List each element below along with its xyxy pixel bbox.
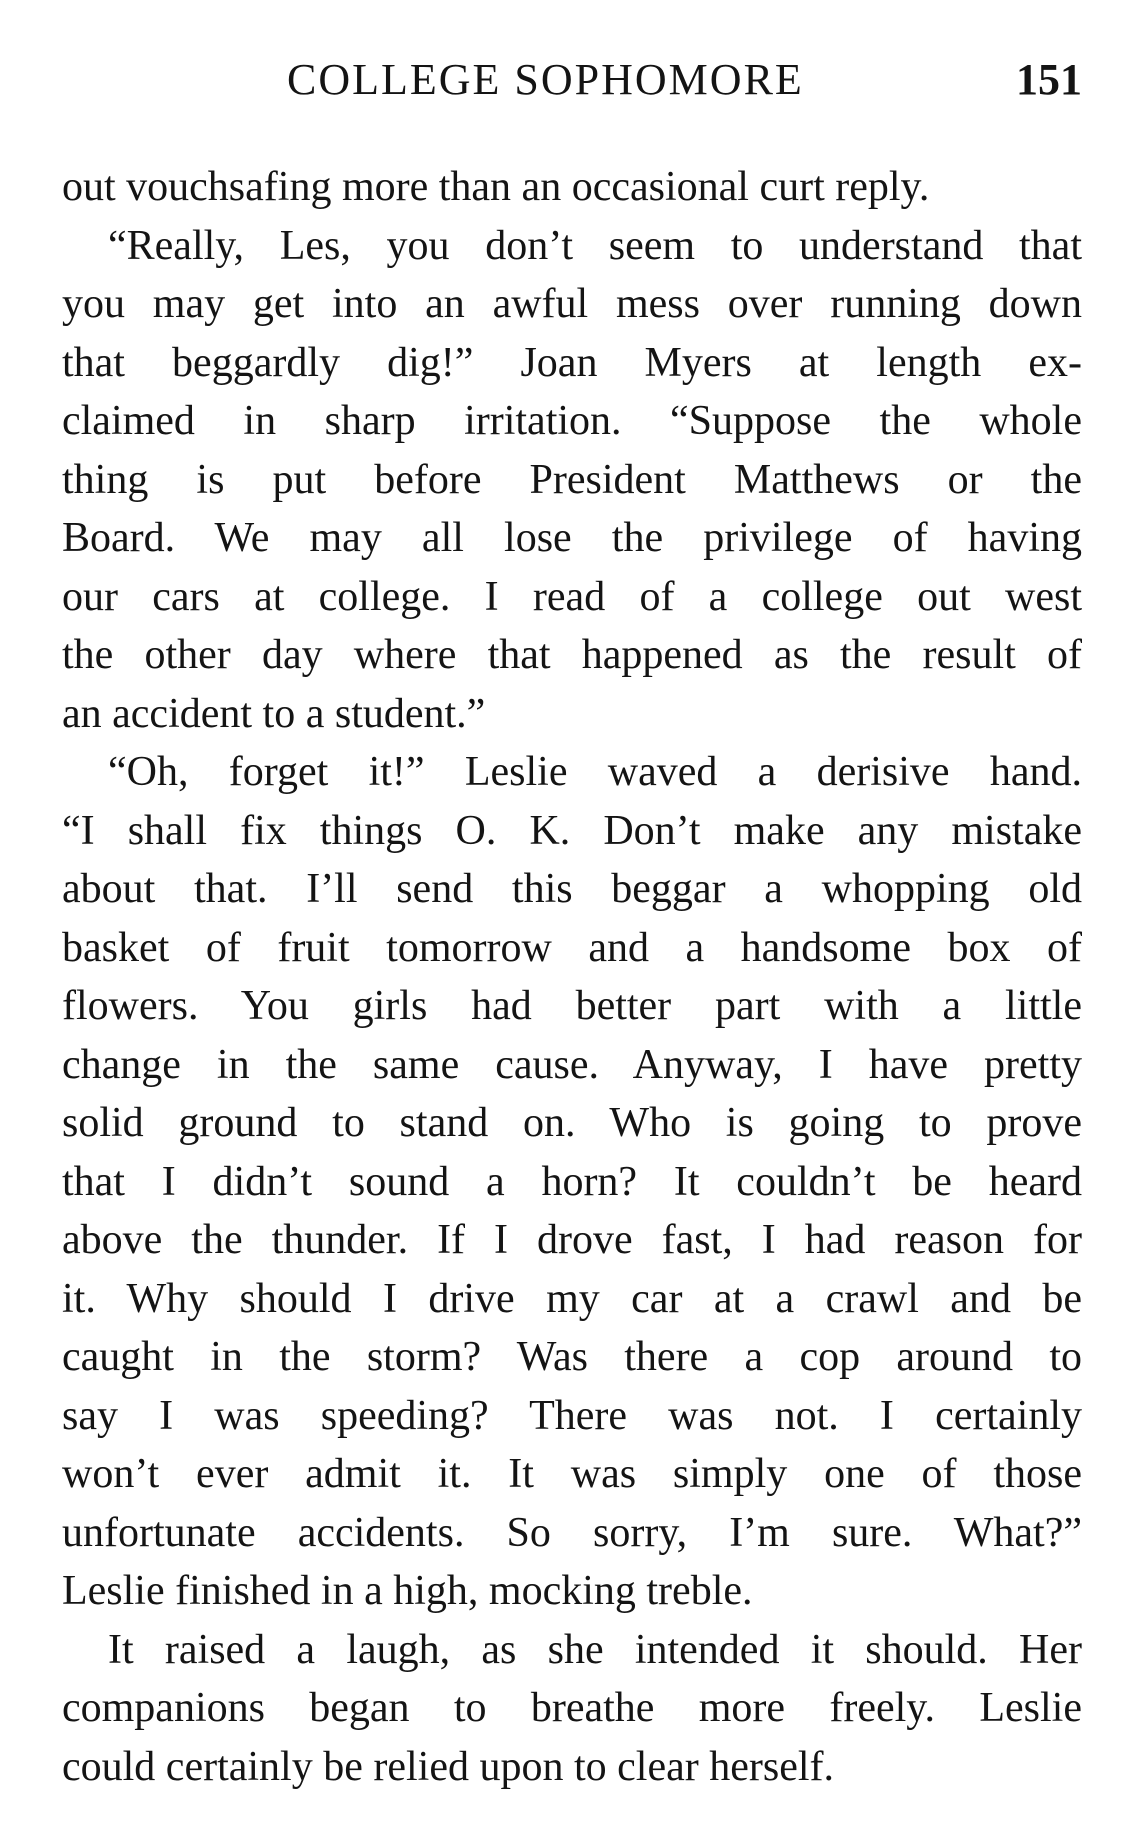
paragraph-joan-myers: [62, 217, 1082, 744]
text-line: thing is put before President Matthews or the: [62, 456, 1082, 503]
text-line: solid ground to stand on. Who is going to prove: [62, 1100, 1082, 1146]
book-page: [62, 48, 1082, 1796]
running-header: [62, 48, 1082, 112]
text-line: change in the same cause. Anyway, I have pretty: [62, 1041, 1082, 1088]
text-line: “Really, Les, you don’t seem to understand that: [108, 222, 1082, 269]
text-line: Board. We may all lose the privilege of having: [62, 515, 1082, 561]
text-line: caught in the storm? Was there a cop around to: [62, 1334, 1082, 1380]
text-line: “I shall fix things O. K. Don’t make any mistake: [62, 807, 1082, 854]
text-line: won’t ever admit it. It was simply one of those: [62, 1451, 1082, 1497]
text-line: that beggardly dig!” Joan Myers at length ex-: [62, 339, 1082, 386]
text-line: the other day where that happened as the result of: [62, 632, 1082, 678]
text-line: that I didn’t sound a horn? It couldn’t be heard: [62, 1158, 1082, 1205]
page-number: 151: [1016, 55, 1082, 104]
text-line: it. Why should I drive my car at a crawl and be: [62, 1275, 1082, 1322]
text-line: claimed in sharp irritation. “Suppose the whole: [62, 398, 1082, 444]
text-line: could certainly be relied upon to clear herself.: [62, 1743, 834, 1790]
text-line: an accident to a student.”: [62, 690, 486, 737]
text-line: our cars at college. I read of a college out west: [62, 573, 1082, 620]
text-line: basket of fruit tomorrow and a handsome box of: [62, 924, 1082, 971]
body-text: [62, 158, 1082, 1796]
running-title: COLLEGE SOPHOMORE: [287, 55, 804, 104]
text-line: It raised a laugh, as she intended it should. Her: [108, 1626, 1082, 1673]
text-line: say I was speeding? There was not. I certainly: [62, 1392, 1082, 1439]
text-line: unfortunate accidents. So sorry, I’m sure. What?”: [62, 1509, 1082, 1556]
paragraph-leslie-reply: [62, 743, 1082, 1621]
text-line: Leslie finished in a high, mocking treble.: [62, 1568, 753, 1614]
text-line: companions began to breathe more freely. Leslie: [62, 1685, 1082, 1731]
text-line: you may get into an awful mess over running down: [62, 281, 1082, 327]
text-line: above the thunder. If I drove fast, I had reason for: [62, 1217, 1082, 1263]
text-line: out vouchsafing more than an occasional curt reply.: [62, 164, 930, 210]
text-line: flowers. You girls had better part with a little: [62, 983, 1082, 1029]
text-line: about that. I’ll send this beggar a whopping old: [62, 866, 1082, 912]
paragraph-continuation: [62, 158, 1082, 217]
text-line: “Oh, forget it!” Leslie waved a derisive hand.: [108, 749, 1082, 795]
paragraph-laugh: [62, 1621, 1082, 1797]
